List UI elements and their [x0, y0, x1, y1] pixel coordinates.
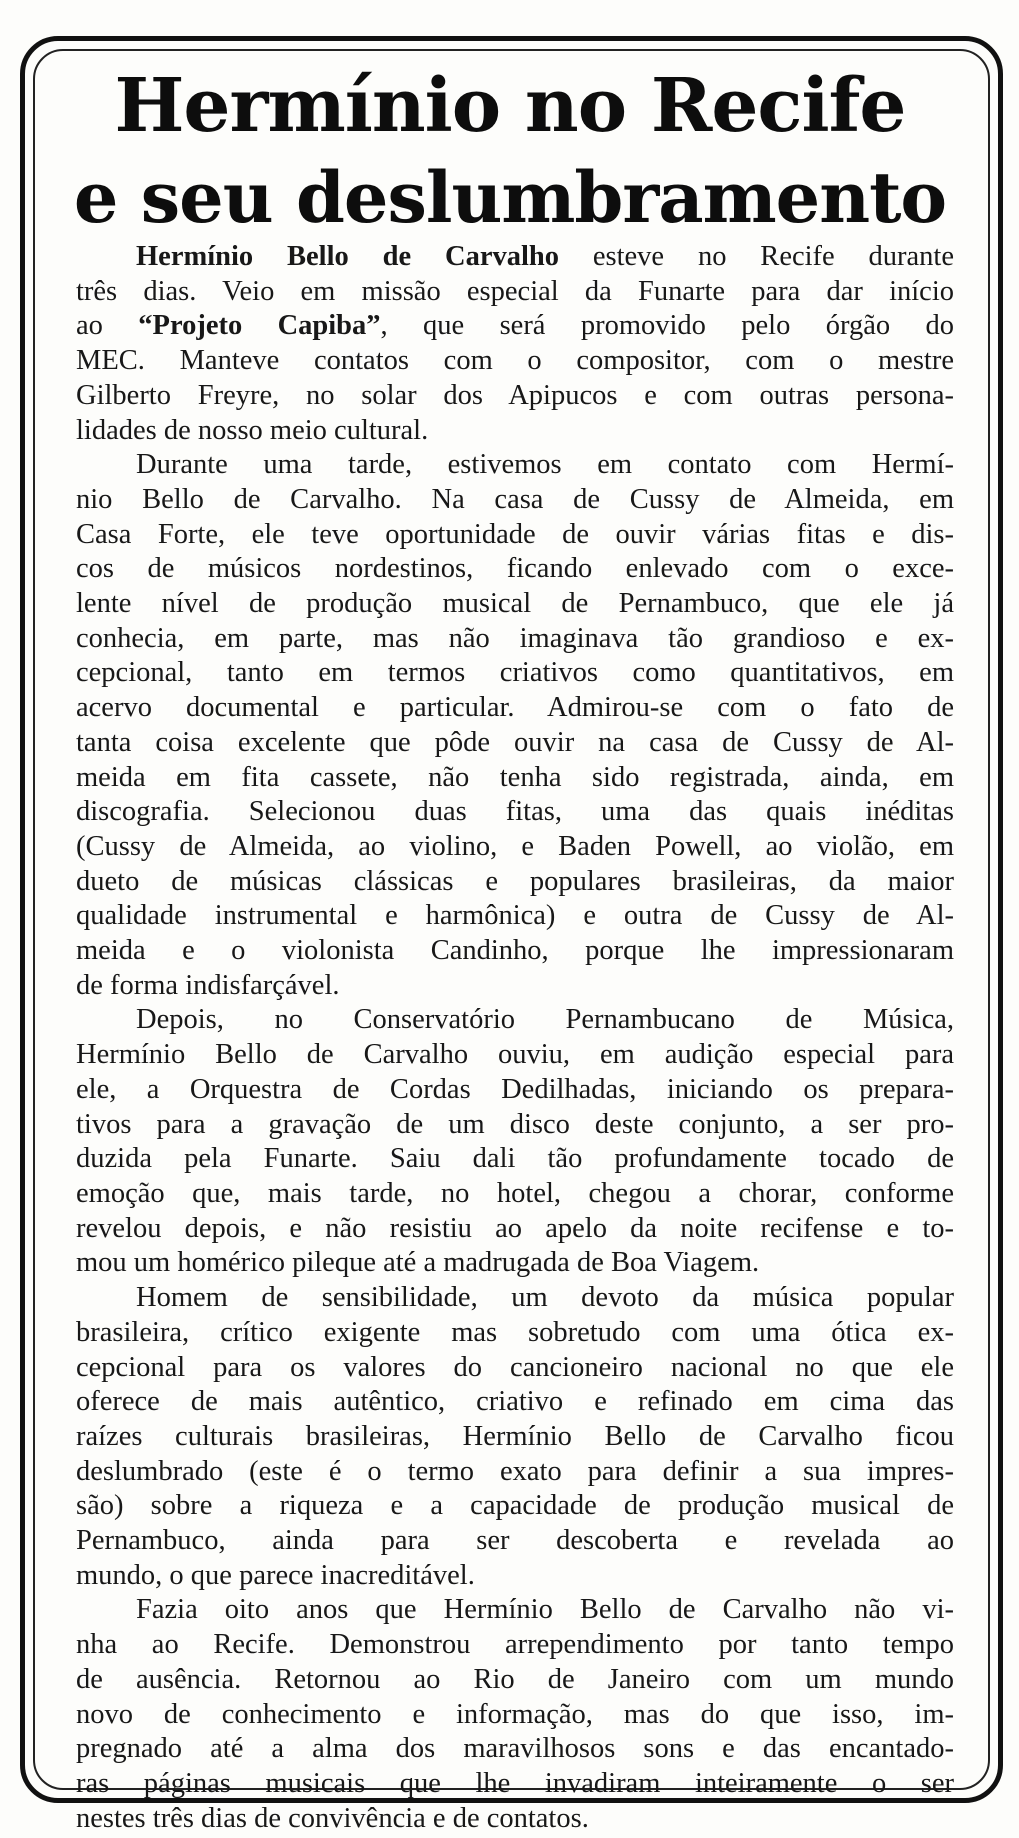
- article-line: [76, 483, 954, 518]
- line-text: ras páginas musicais que lhe invadiram inteiramente o ser: [76, 1767, 954, 1799]
- bold-name: Hermínio Bello de Carvalho: [136, 241, 559, 272]
- article-line: [76, 518, 954, 553]
- line-text: deslumbrado (este é o termo exato para definir a sua impres-: [76, 1455, 954, 1487]
- article-line: [76, 1038, 954, 1073]
- line-text: qualidade instrumental e harmônica) e outra de Cussy de Al-: [76, 900, 954, 932]
- article-line: [76, 691, 954, 726]
- line-text: Hermínio Bello de Carvalho ouviu, em audição especial para: [76, 1039, 954, 1071]
- article-line: [76, 1281, 954, 1316]
- article-line: [76, 1524, 954, 1559]
- line-text: de forma indisfarçável.: [76, 969, 340, 1001]
- article-line: [76, 1732, 954, 1767]
- article-line: [76, 240, 954, 275]
- project-name: “Projeto Capiba”: [138, 310, 381, 342]
- article-line: [76, 1177, 954, 1212]
- line-text: Casa Forte, ele teve oportunidade de ouvir várias fitas e dis-: [76, 518, 954, 550]
- article-paragraph: [76, 1593, 954, 1836]
- article-line: [76, 1663, 954, 1698]
- line-text: ele, a Orquestra de Cordas Dedilhadas, iniciando os prepara-: [76, 1073, 954, 1105]
- line-text: mou um homérico pileque até a madrugada de Boa Viagem.: [76, 1247, 760, 1279]
- article-line: [76, 1559, 954, 1594]
- article-line: [76, 309, 954, 344]
- article-line: [76, 1628, 954, 1663]
- line-text: dueto de músicas clássicas e populares brasileiras, da maior: [76, 865, 954, 897]
- line-text: de ausência. Retornou ao Rio de Janeiro com um mundo: [76, 1663, 954, 1695]
- line-text: Durante uma tarde, estivemos em contato com Hermí-: [136, 449, 954, 481]
- article-line: [76, 1455, 954, 1490]
- line-text: , que será promovido pelo órgão do: [380, 310, 954, 342]
- article-line: [76, 1420, 954, 1455]
- article-line: [76, 969, 954, 1004]
- line-text: revelou depois, e não resistiu ao apelo da noite recifense e to-: [76, 1212, 954, 1244]
- article-paragraph: [76, 1003, 954, 1281]
- article-paragraph: [76, 448, 954, 1003]
- line-text: tanta coisa excelente que pôde ouvir na casa de Cussy de Al-: [76, 726, 954, 758]
- line-text: Gilberto Freyre, no solar dos Apipucos e com outras persona-: [76, 379, 954, 411]
- line-text: cepcional, tanto em termos criativos como quantitativos, em: [76, 657, 954, 689]
- line-text: pregnado até a alma dos maravilhosos sons e das encantado-: [76, 1733, 954, 1765]
- article-line: [76, 795, 954, 830]
- article-line: [76, 344, 954, 379]
- line-text: esteve no Recife durante: [559, 241, 954, 272]
- line-text: discografia. Selecionou duas fitas, uma das quais inéditas: [76, 796, 954, 828]
- article-line: [76, 830, 954, 865]
- line-text: Depois, no Conservatório Pernambucano de Música,: [136, 1004, 954, 1036]
- article-line: [76, 1802, 954, 1837]
- article-paragraph: [76, 1281, 954, 1593]
- article-line: [76, 1073, 954, 1108]
- article-paragraph: [76, 240, 954, 448]
- line-text: Fazia oito anos que Hermínio Bello de Carvalho não vi-: [136, 1594, 954, 1626]
- line-text: MEC. Manteve contatos com o compositor, com o mestre: [76, 345, 954, 377]
- article-line: [76, 1212, 954, 1247]
- article-line: [76, 587, 954, 622]
- article-line: [76, 761, 954, 796]
- article-body: [76, 240, 954, 1836]
- line-text: acervo documental e particular. Admirou-se com o fato de: [76, 692, 954, 724]
- article-line: [76, 1385, 954, 1420]
- article-line: [76, 552, 954, 587]
- line-text: raízes culturais brasileiras, Hermínio Bello de Carvalho ficou: [76, 1420, 954, 1452]
- line-text: três dias. Veio em missão especial da Funarte para dar início: [76, 275, 954, 307]
- line-text: lidades de nosso meio cultural.: [76, 414, 429, 446]
- line-text: são) sobre a riqueza e a capacidade de produção musical de: [76, 1490, 954, 1522]
- line-text: Pernambuco, ainda para ser descoberta e revelada ao: [76, 1525, 954, 1557]
- line-text: cepcional para os valores do cancioneiro nacional no que ele: [76, 1351, 954, 1383]
- line-text: nio Bello de Carvalho. Na casa de Cussy de Almeida, em: [76, 483, 954, 515]
- line-text: cos de músicos nordestinos, ficando enlevado com o exce-: [76, 553, 954, 585]
- article-line: [76, 1767, 954, 1802]
- line-text: ao: [76, 310, 139, 342]
- line-text: nha ao Recife. Demonstrou arrependimento por tanto tempo: [76, 1629, 954, 1661]
- line-text: brasileira, crítico exigente mas sobretudo com uma ótica ex-: [76, 1316, 954, 1348]
- line-text: tivos para a gravação de um disco deste conjunto, a ser pro-: [76, 1108, 954, 1140]
- article-line: [76, 414, 954, 449]
- line-text: (Cussy de Almeida, ao violino, e Baden Powell, ao violão, em: [76, 830, 954, 862]
- article-line: [76, 1003, 954, 1038]
- article-line: [76, 1698, 954, 1733]
- line-text: Homem de sensibilidade, um devoto da música popular: [136, 1282, 954, 1314]
- article-line: [76, 899, 954, 934]
- line-text: conhecia, em parte, mas não imaginava tão grandioso e ex-: [76, 622, 954, 654]
- line-text: mundo, o que parece inacreditável.: [76, 1559, 475, 1591]
- article-line: [76, 865, 954, 900]
- article-line: [76, 934, 954, 969]
- article-line: [76, 1142, 954, 1177]
- article-line: [76, 726, 954, 761]
- article-line: [76, 656, 954, 691]
- line-text: emoção que, mais tarde, no hotel, chegou a chorar, conforme: [76, 1177, 954, 1209]
- line-text: oferece de mais autêntico, criativo e refinado em cima das: [76, 1386, 954, 1418]
- article-line: [76, 1593, 954, 1628]
- headline: [40, 60, 980, 244]
- headline-line-1: Hermínio no Recife: [114, 63, 906, 149]
- line-text: meida e o violonista Candinho, porque lhe impressionaram: [76, 935, 954, 967]
- headline-line-2: e seu deslumbramento: [73, 156, 947, 239]
- article-line: [76, 622, 954, 657]
- line-text: lente nível de produção musical de Pernambuco, que ele já: [76, 588, 954, 620]
- line-text: novo de conhecimento e informação, mas do que isso, im-: [76, 1698, 954, 1730]
- line-text: meida em fita cassete, não tenha sido registrada, ainda, em: [76, 761, 954, 793]
- article-line: [76, 1489, 954, 1524]
- line-text: duzida pela Funarte. Saiu dali tão profundamente tocado de: [76, 1143, 954, 1175]
- line-text: nestes três dias de convivência e de contatos.: [76, 1802, 589, 1834]
- article-line: [76, 448, 954, 483]
- article-line: [76, 1108, 954, 1143]
- article-line: [76, 1316, 954, 1351]
- article-line: [76, 1351, 954, 1386]
- article-line: [76, 1246, 954, 1281]
- article-line: [76, 275, 954, 310]
- article-line: [76, 379, 954, 414]
